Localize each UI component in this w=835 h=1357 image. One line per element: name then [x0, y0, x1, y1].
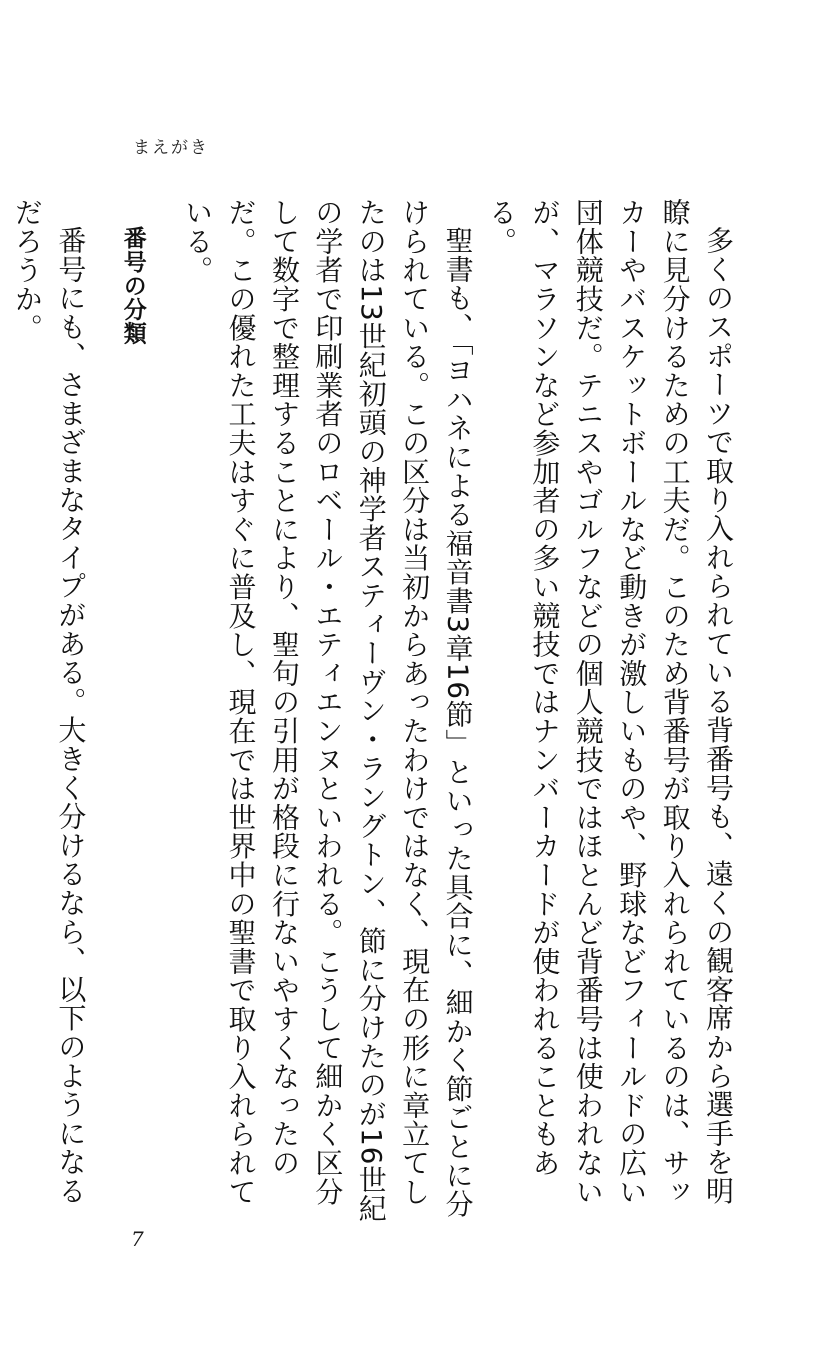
paragraph-bible-verses: 聖書も、「ヨハネによる福音書3章16節」といった具合に、細かく節ごとに分けられている。この区分は当初からあったわけではなく、現在の形に章立てしたのは13世紀初頭の神学者スティーヴン・ラングトン、節に分けたのが16世紀の学者で印刷業者のロベール・エティエンヌといわれる。こうして細かく区分して数字で整理することにより、聖句の引用が格段に行ないやすくなったのだ。この優れた工夫はすぐに普及し、現在では世界中の聖書で取り入れられている。: [181, 198, 475, 1223]
paragraph-sports-numbers: 多くのスポーツで取り入れられている背番号も、遠くの観客席から選手を明瞭に見分けるための工夫だ。このため背番号が取り入れられているのは、サッカーやバスケットボールなど動きが激しいものや、野球などフィールドの広い団体競技だ。テニスやゴルフなどの個人競技ではほとんど背番号は使われないが、マラソンなど参加者の多い競技ではナンバーカードが使われることもある。: [484, 198, 735, 1206]
running-head: まえがき: [133, 138, 209, 158]
vertical-text-body: [10, 198, 740, 1228]
section-heading: 番号の分類: [119, 225, 146, 345]
paragraph-number-types: 番号にも、さまざまなタイプがある。大きく分けるなら、以下のようになるだろうか。: [10, 198, 88, 1206]
page-number: 7: [131, 1227, 144, 1251]
